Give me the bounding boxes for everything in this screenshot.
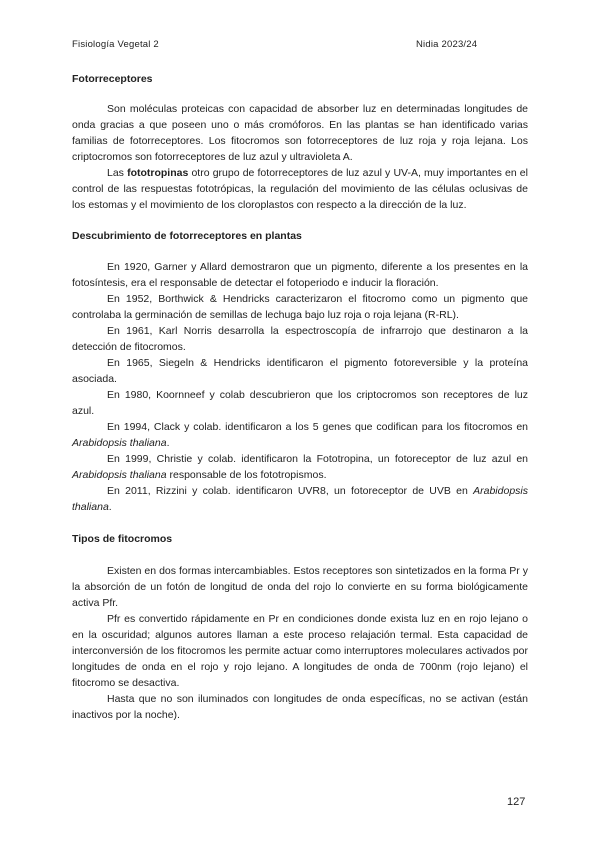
species-name: Arabidopsis thaliana [72,437,167,449]
paragraph: Existen en dos formas intercambiables. Estos receptores son sintetizados en la forma Pr y la absorción de un fotón de longitud de onda del rojo lo convierte en su forma biológicamente activa Pfr. [72,565,528,609]
section-title: Tipos de fitocromos [72,533,173,545]
paragraph-text: En 1994, Clack y colab. identificaron a los 5 genes que codifican para los fitocromos en [107,421,528,433]
paragraph: Pfr es convertido rápidamente en Pr en condiciones donde exista luz en en rojo lejano o en la oscuridad; algunos autores llaman a este proceso relajación termal. Esta capacidad de interconversión de los fitocromos les permite actuar como interruptores moleculares activados por longitudes de onda en el rojo y rojo lejano. A longitudes de onda de 700nm (rojo lejano) el fitocromo se desactiva. [72,613,528,689]
page-number: 127 [507,796,526,808]
bold-term: fototropinas [127,167,189,179]
paragraph-text: otro grupo de fotorreceptores de luz azul y UV-A, muy importantes en el control de las respuestas fototrópicas, la regulación del movimiento de las células oclusivas de los estomas y el movimiento de los cloroplastos con respecto a la dirección de la luz. [72,167,528,211]
paragraph: En 1952, Borthwick & Hendricks caracterizaron el fitocromo como un pigmento que controlaba la germinación de semillas de lechuga bajo luz roja o roja lejana (R-RL). [72,293,528,321]
paragraph-text: Las [107,167,128,179]
paragraph: En 1980, Koornneef y colab descubrieron que los criptocromos son receptores de luz azul. [72,389,528,417]
species-name: Arabidopsis thaliana [72,469,167,481]
paragraph [72,483,528,515]
paragraph: En 1920, Garner y Allard demostraron que un pigmento, diferente a los presentes en la fotosíntesis, era el responsable de detectar el fotoperiodo e inducir la floración. [72,261,528,289]
paragraph [72,451,528,483]
section-fotorreceptores [72,71,528,213]
paragraph: En 1961, Karl Norris desarrolla la espectroscopía de infrarrojo que destinaron a la detección de fitocromos. [72,325,528,353]
section-descubrimiento [72,228,528,515]
paragraph: Son moléculas proteicas con capacidad de absorber luz en determinadas longitudes de onda gracias a que poseen uno o más cromóforos. En las plantas se han identificado varias familias de fotorreceptores. Los fitocromos son fotorreceptores de luz roja y roja lejana. Los criptocromos son fotorreceptores de luz azul y ultravioleta A. [72,103,528,163]
header-author-year: Nidia 2023/24 [416,39,478,50]
paragraph [72,165,528,213]
paragraph: Hasta que no son iluminados con longitudes de onda específicas, no se activan (están inactivos por la noche). [72,693,528,721]
paragraph-text: En 1999, Christie y colab. identificaron la Fototropina, un fotoreceptor de luz azul en [107,453,528,465]
paragraph-text: . [166,437,170,449]
paragraph-text: . [108,501,112,513]
section-title: Fotorreceptores [72,73,153,85]
section-title: Descubrimiento de fotorreceptores en plantas [72,230,302,242]
header-course-title: Fisiología Vegetal 2 [72,39,159,50]
paragraph: En 1965, Siegeln & Hendricks identificaron el pigmento fotoreversible y la proteína asociada. [72,357,528,385]
page-content [72,71,528,723]
section-tipos-fitocromos [72,531,528,723]
paragraph [72,419,528,451]
species-name: Arabidopsis thaliana [72,485,528,513]
paragraph-text: En 2011, Rizzini y colab. identificaron UVR8, un fotoreceptor de UVB en [107,485,474,497]
paragraph-text: responsable de los fototropismos. [166,469,327,481]
